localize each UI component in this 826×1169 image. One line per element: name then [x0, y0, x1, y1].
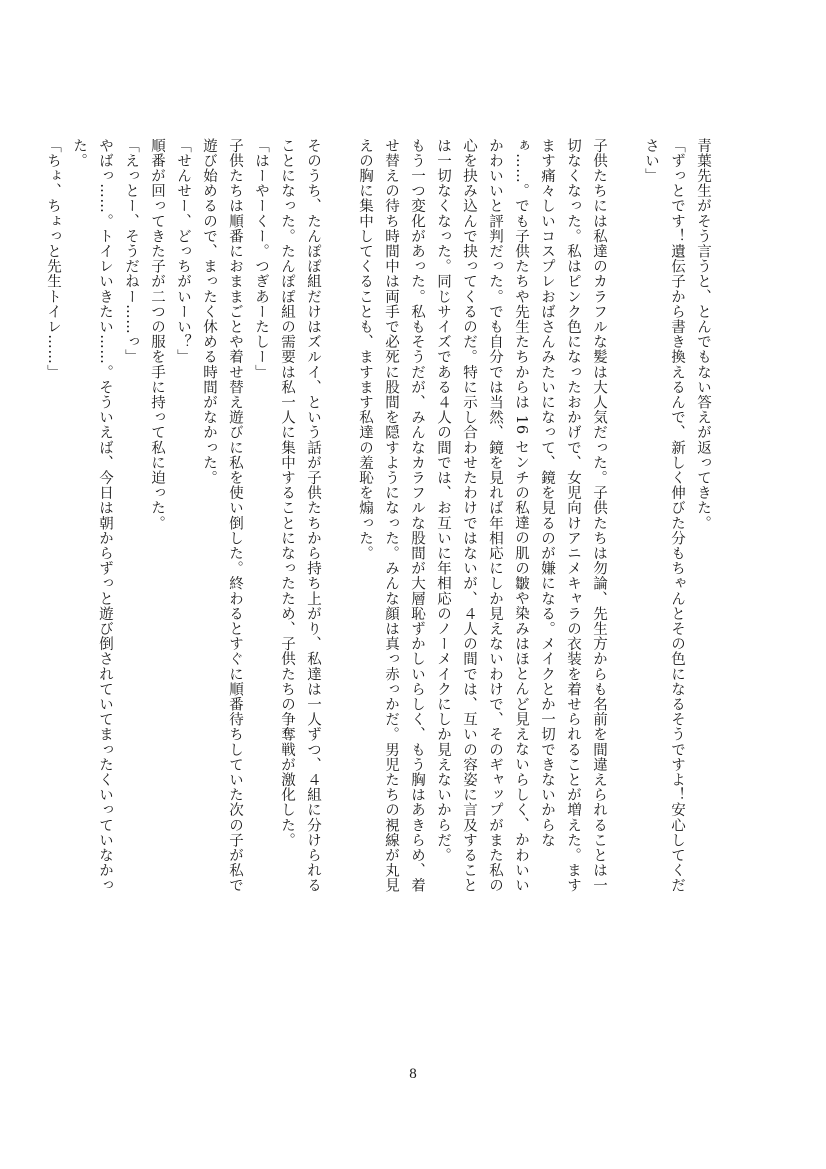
paragraph: そのうち、たんぽぽ組だけはズルイ、という話が子供たちから持ち上がり、私達は一人ずつ、４組に分けられることになった。たんぽぽ組の需要は私一人に集中することになったため、子供たちの争奪戦が激化した。 — [279, 138, 321, 893]
paragraph: やばっ……。トイレいきたい……。そういえば、今日は朝からずっと遊び倒されていてまったくいっていなかった。 — [71, 138, 113, 893]
blank-line — [326, 138, 352, 898]
vertical-text-body — [40, 138, 716, 898]
page-number: 8 — [409, 1066, 417, 1082]
dialogue-line: 「ずっとです！遺伝子から書き換えるんで、新しく伸びた分もちゃんとその色になるそうですよ！安心してください」 — [643, 138, 685, 893]
dialogue-line: 「せんせー、どっちがいーい？」 — [175, 138, 191, 365]
paragraph: 青葉先生がそう言うと、とんでもない答えが返ってきた。 — [695, 138, 711, 531]
dialogue-line: 「えっとー、そうだねー……っ」 — [123, 138, 139, 365]
dialogue-line: 「ちょ、ちょっと先生トイレ……」 — [45, 138, 61, 380]
paragraph: 順番が回ってきた子が二つの服を手に持って私に迫った。 — [149, 138, 165, 531]
dialogue-line: 「はーやーくー。つぎあーたしー」 — [253, 138, 269, 380]
paragraph: もう一つ変化があった。私もそうだが、みんなカラフルな股間が大層恥ずかしいらしく、もう胸はあきらめ、着せ替えの待ち時間中は両手で必死に股間を隠すようになった。みんな顔は真っ赤っかだ。男児たちの視線が丸見えの胸に集中してくることも、ますます私達の羞恥を煽った。 — [357, 138, 425, 893]
paragraph: 子供たちは順番におままごとや着せ替え遊びに私を使い倒した。終わるとすぐに順番待ちしていた次の子が私で遊び始めるので、まったく休める時間がなかった。 — [201, 138, 243, 893]
blank-line — [612, 138, 638, 898]
paragraph: 子供たちには私達のカラフルな髪は大人気だった。子供たちは勿論、先生方からも名前を間違えられることは一切なくなった。私はピンク色になったおかげで、女児向けアニメキャラの衣装を着せられることが増えた。ますます痛々しいコスプレおばさんみたいになって、鏡を見るのが嫌になる。メイクとか一切できないからなぁ……。でも子供たちや先生たちからは 16 センチの私達の肌の皺や染みはほとんど見えないらしく、かわいいかわいいと評判だった。でも自分では当然、鏡を見れば年相応にしか見えないわけで、そのギャップがまた私の心を抉み込んで抉ってくるのだ。特に示し合わせたわけではないが、４人の間では、互いの容姿に言及することは一切なくなった。同じサイズである４人の間では、お互いに年相応のノーメイクにしか見えないからだ。 — [435, 138, 607, 893]
